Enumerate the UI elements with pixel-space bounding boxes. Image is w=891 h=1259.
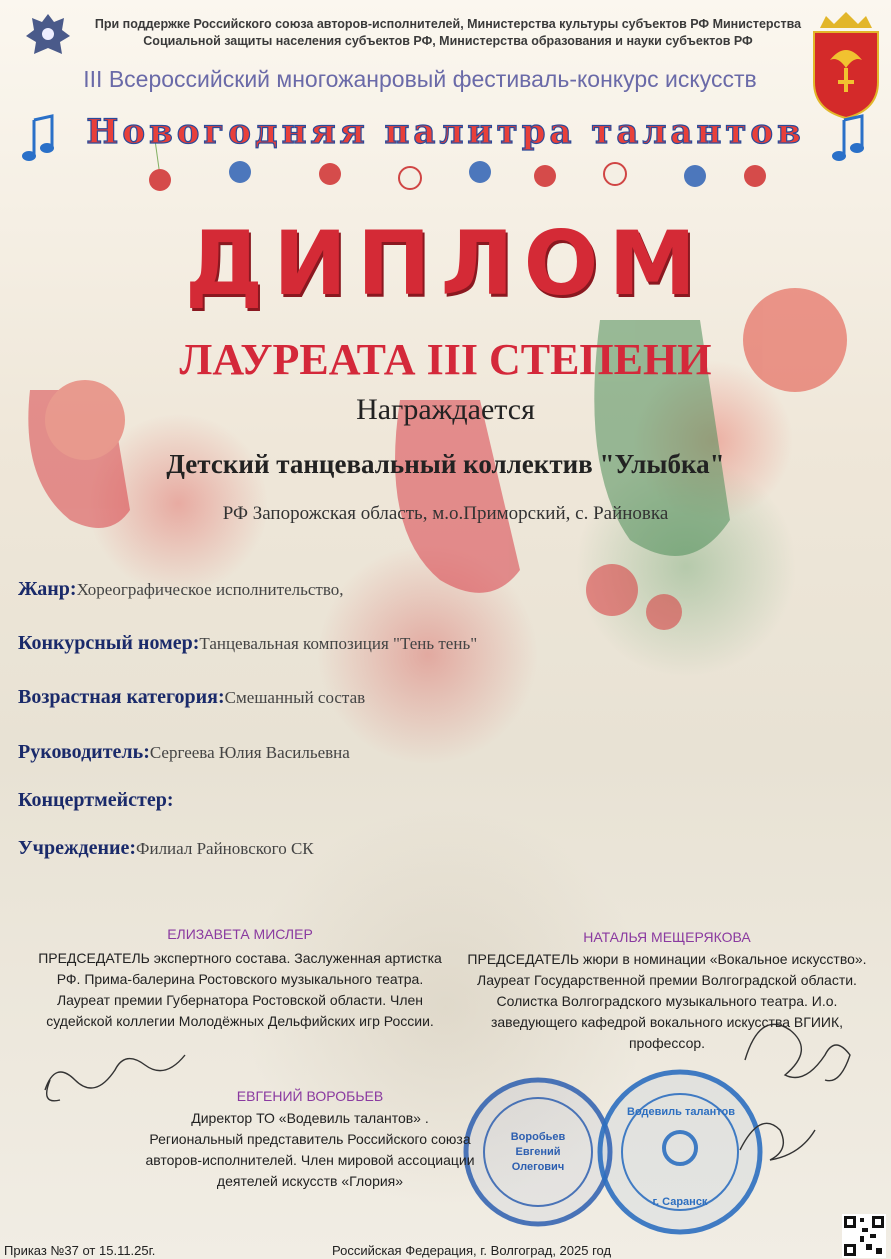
field-label: Руководитель:: [18, 741, 150, 763]
jury-line: профессор.: [628, 1035, 706, 1051]
jury-line: судейской коллегии Молодёжных Дельфийских игр России.: [46, 1013, 434, 1029]
field-label: Возрастная категория:: [18, 686, 225, 708]
field-value: Смешанный состав: [224, 688, 366, 707]
field-age-category: [18, 686, 365, 709]
jury-line: Лауреат Государственной премии Волгоградской области.: [477, 972, 857, 988]
eagle-emblem-icon: [22, 8, 74, 60]
field-label: Учреждение:: [18, 837, 137, 859]
field-institution: [18, 837, 314, 860]
qr-code-icon: [842, 1214, 886, 1258]
stamp-left-text: [498, 1130, 578, 1175]
support-statement: [88, 16, 808, 50]
field-leader: [18, 741, 350, 764]
stamp-right-text: Водевиль талантов: [627, 1106, 735, 1118]
stamp-text-line: Олегович: [511, 1161, 565, 1173]
field-label: Жанр:: [18, 578, 77, 600]
field-label: Конкурсный номер:: [18, 632, 200, 654]
jury-line: авторов-исполнителей. Член мировой ассоциации: [145, 1152, 475, 1168]
jury-line: ПРЕДСЕДАТЕЛЬ жюри в номинации «Вокальное искусство».: [467, 951, 867, 967]
jury-member-1: [10, 926, 470, 1032]
jury-name: ЕЛИЗАВЕТА МИСЛЕР: [167, 926, 313, 942]
support-line-2: Социальной защиты населения субъектов РФ, Министерства образования и науки субъектов РФ: [143, 34, 753, 48]
jury-line: Лауреат премии Губернатора Ростовской области. Член: [56, 992, 424, 1008]
field-value: Сергеева Юлия Васильевна: [149, 743, 350, 762]
stamp-right: [600, 1072, 760, 1232]
jury-name: НАТАЛЬЯ МЕЩЕРЯКОВА: [583, 929, 751, 945]
jury-line: ПРЕДСЕДАТЕЛЬ экспертного состава. Заслуженная артистка: [38, 950, 442, 966]
footer-place: Российская Федерация, г. Волгоград, 2025 год: [332, 1243, 612, 1258]
field-accompanist: [18, 789, 174, 812]
jury-line: Директор ТО «Водевиль талантов» .: [191, 1110, 429, 1126]
stamp-text-line: Евгений: [515, 1146, 561, 1158]
footer-order: Приказ №37 от 15.11.25г.: [4, 1243, 156, 1258]
jury-line: Региональный представитель Российского союза: [149, 1131, 471, 1147]
jury-member-2: [452, 929, 882, 1054]
stamp-right-city: г. Саранск: [652, 1196, 708, 1208]
jury-member-3: [120, 1088, 500, 1192]
jury-line: РФ. Прима-балерина Ростовского музыкального театра.: [56, 971, 424, 987]
field-contest-number: [18, 632, 477, 655]
jury-line: деятелей искусств «Глория»: [216, 1173, 404, 1189]
field-label: Концертмейстер:: [18, 789, 174, 811]
field-value: Хореографическое исполнительство,: [76, 580, 344, 599]
stamp-text-line: Воробьев: [510, 1131, 566, 1143]
field-value: Танцевальная композиция "Тень тень": [199, 634, 478, 653]
jury-name: ЕВГЕНИЙ ВОРОБЬЕВ: [236, 1088, 384, 1104]
support-line-1: При поддержке Российского союза авторов-исполнителей, Министерства культуры субъектов РФ Министерства: [94, 17, 802, 31]
awarded-label: Награждается: [356, 393, 535, 426]
festival-line: III Всероссийский многожанровый фестиваль-конкурс искусств: [83, 66, 757, 92]
awardee-name: Детский танцевальный коллектив "Улыбка": [166, 449, 725, 479]
diploma-title: ДИПЛОМ: [184, 212, 707, 315]
field-genre: [18, 578, 343, 601]
field-value: Филиал Райновского СК: [136, 839, 314, 858]
coat-of-arms-icon: [810, 10, 882, 120]
festival-name: Новогодняя палитра талантов: [86, 112, 805, 152]
awardee-location: РФ Запорожская область, м.о.Приморский, с. Райновка: [222, 503, 669, 524]
diploma-degree: ЛАУРЕАТА III СТЕПЕНИ: [179, 335, 712, 384]
jury-line: заведующего кафедрой вокального искусства ВГИИК,: [490, 1014, 844, 1030]
jury-line: Солистка Волгоградского музыкального театра. И.о.: [496, 993, 838, 1009]
